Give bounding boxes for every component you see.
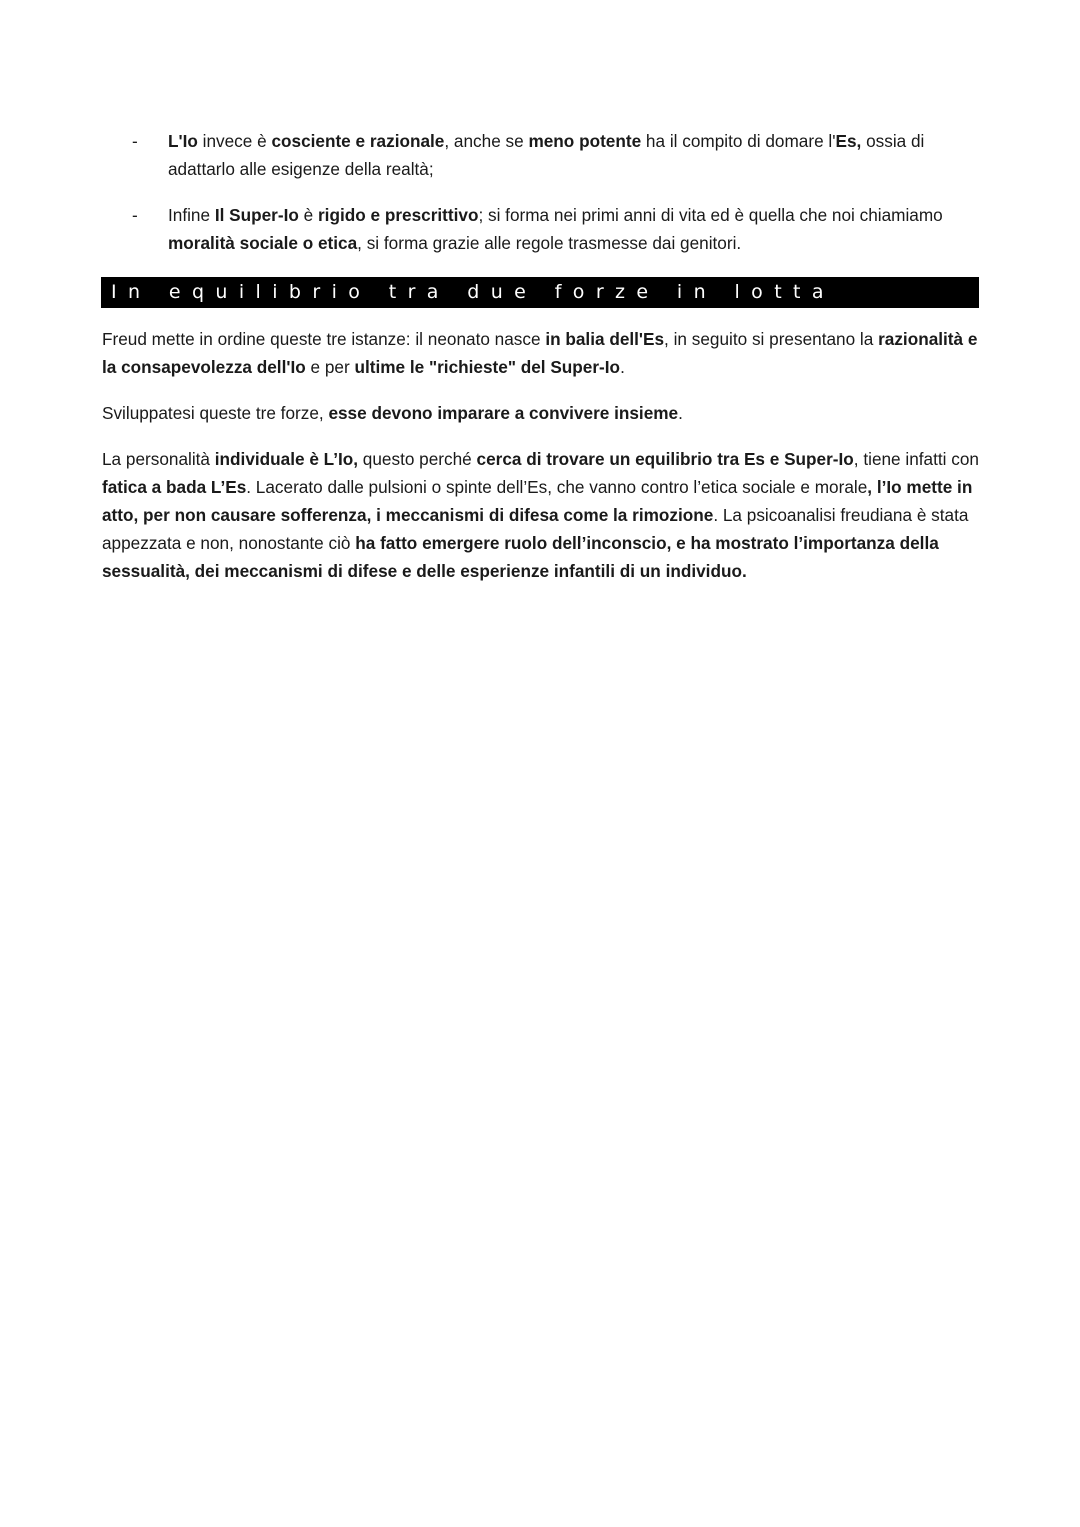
text-run: ossia di adattarlo alle esigenze della realtà;	[168, 131, 925, 179]
bold-text: cerca di trovare un equilibrio tra Es e Super-Io	[476, 449, 854, 469]
text-run: questo perché	[358, 449, 477, 469]
text-run: invece è	[197, 131, 272, 151]
text-run: , si forma grazie alle regole trasmesse dai genitori.	[357, 233, 742, 253]
text-run: .	[620, 357, 625, 377]
bold-text: meno potente	[528, 131, 642, 151]
bold-text: moralità sociale o etica	[168, 233, 358, 253]
paragraph-personalita	[102, 445, 982, 585]
text-run: Infine	[168, 205, 215, 225]
bold-text: razionalità e la consapevolezza dell'Io	[102, 329, 978, 377]
bold-text: in balia dell'Es	[545, 329, 665, 349]
text-run: , tiene infatti con	[853, 449, 979, 469]
bullet-dash: -	[132, 131, 138, 151]
text-run: La personalità	[102, 449, 215, 469]
text-run: e per	[305, 357, 355, 377]
bold-text: ha fatto emergere ruolo dell’inconscio, e ha mostrato l’importanza della sessualità, dei meccanismi di difese e delle esperienze infantili di un individuo.	[102, 533, 939, 581]
bullet-text	[168, 205, 943, 253]
text-run: . La psicoanalisi freudiana è stata appezzata e non, nonostante ciò	[102, 505, 969, 553]
bullet-dash: -	[132, 205, 138, 225]
text-run: è	[298, 205, 318, 225]
bold-text: , l’Io mette in atto, per non causare sofferenza, i meccanismi di difesa come la rimozione	[102, 477, 973, 525]
text-run: Sviluppatesi queste tre forze,	[102, 403, 329, 423]
text-run: ; si forma nei primi anni di vita ed è quella che noi chiamiamo	[478, 205, 943, 225]
bold-text: fatica a bada L’Es	[102, 477, 247, 497]
bullet-list	[132, 127, 962, 275]
text-run: Freud mette in ordine queste tre istanze: il neonato nasce	[102, 329, 546, 349]
paragraph-freud-order	[102, 325, 982, 381]
bullet-item-io	[132, 127, 962, 183]
text-run: .	[678, 403, 683, 423]
bold-text: Il Super-Io	[214, 205, 299, 225]
bold-text: individuale è L’Io,	[214, 449, 359, 469]
bold-text: rigido e prescrittivo	[317, 205, 479, 225]
bold-text: L'Io	[168, 131, 198, 151]
text-run: ha il compito di domare l'	[641, 131, 836, 151]
paragraph-convivere	[102, 399, 982, 427]
bold-text: Es,	[835, 131, 862, 151]
bold-text: cosciente e razionale	[271, 131, 445, 151]
text-run: , in seguito si presentano la	[664, 329, 879, 349]
bullet-item-super-io	[132, 201, 962, 257]
bullet-text	[168, 131, 924, 179]
text-run: . Lacerato dalle pulsioni o spinte dell’Es, che vanno contro l’etica sociale e morale	[246, 477, 868, 497]
bold-text: ultime le "richieste" del Super-Io	[354, 357, 621, 377]
body-text	[102, 325, 982, 603]
text-run: , anche se	[444, 131, 529, 151]
section-heading-banner: In equilibrio tra due forze in lotta	[101, 277, 979, 308]
bold-text: esse devono imparare a convivere insieme	[328, 403, 679, 423]
